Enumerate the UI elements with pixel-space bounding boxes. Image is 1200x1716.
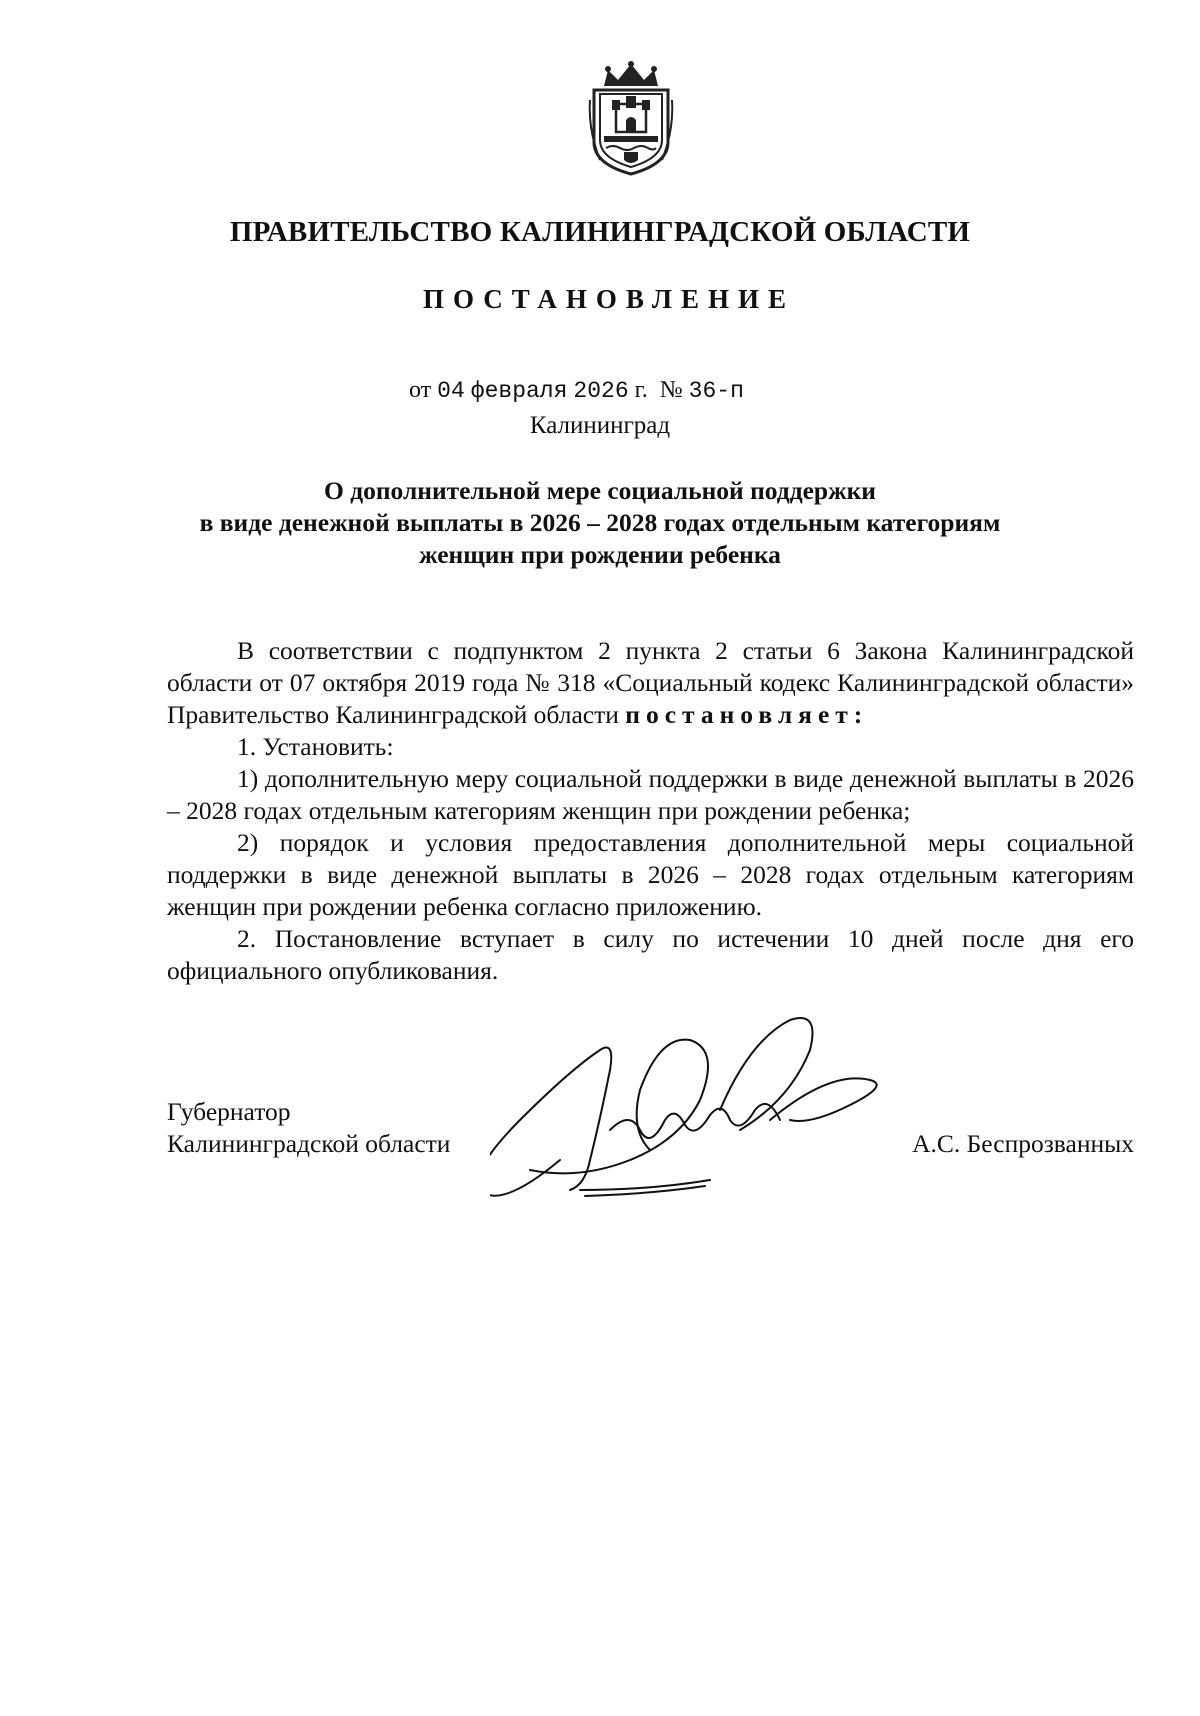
date-year: 2026 [573,378,629,404]
date-line [409,377,744,404]
title-line: в виде денежной выплаты в 2026 – 2028 годах отдельным категориям [199,508,1001,537]
title-line: женщин при рождении ребенка [419,540,781,569]
decree-word: постановляет: [625,700,869,729]
position-line-1: Губернатор [167,1097,291,1126]
number-prefix: № [659,377,683,403]
date-month: февраля [470,378,568,404]
item-2: 2. Постановление вступает в силу по истечении 10 дней после дня его официального опубликования. [167,924,1134,985]
item-1: 1. Установить: [237,732,394,761]
organization-name: ПРАВИТЕЛЬСТВО КАЛИНИНГРАДСКОЙ ОБЛАСТИ [229,216,971,248]
city: Калининград [529,412,671,439]
item-1-1: 1) дополнительную меру социальной поддержки в виде денежной выплаты в 2026 – 2028 годах отдельным категориям женщин при рождении ребенка; [167,764,1134,825]
signatory-name: А.С. Беспрозванных [912,1129,1134,1158]
preamble-text: В соответствии с подпунктом 2 пункта 2 статьи 6 Закона Калининградской области от 07 октября 2019 года № 318 «Социальный кодекс Калининградской области» Правительство Калининградской области [167,636,1134,729]
document-title [160,475,1040,571]
position-line-2: Калининградской области [167,1129,451,1158]
document-body [167,635,1134,987]
document-number: 36-п [688,378,744,404]
signatory-position [167,1096,450,1160]
coat-of-arms-icon [586,60,676,176]
date-prefix: от [409,377,432,403]
item-1-2: 2) порядок и условия предоставления дополнительной меры социальной поддержки в виде денежной выплаты в 2026 – 2028 годах отдельным категориям женщин при рождении ребенка согласно приложению. [167,828,1134,921]
handwritten-signature [490,1010,940,1230]
preamble-paragraph [167,635,1134,731]
title-line: О дополнительной мере социальной поддержки [324,476,876,505]
date-suffix: г. [634,377,648,403]
document-type: ПОСТАНОВЛЕНИЕ [422,284,796,314]
date-day: 04 [437,378,465,404]
